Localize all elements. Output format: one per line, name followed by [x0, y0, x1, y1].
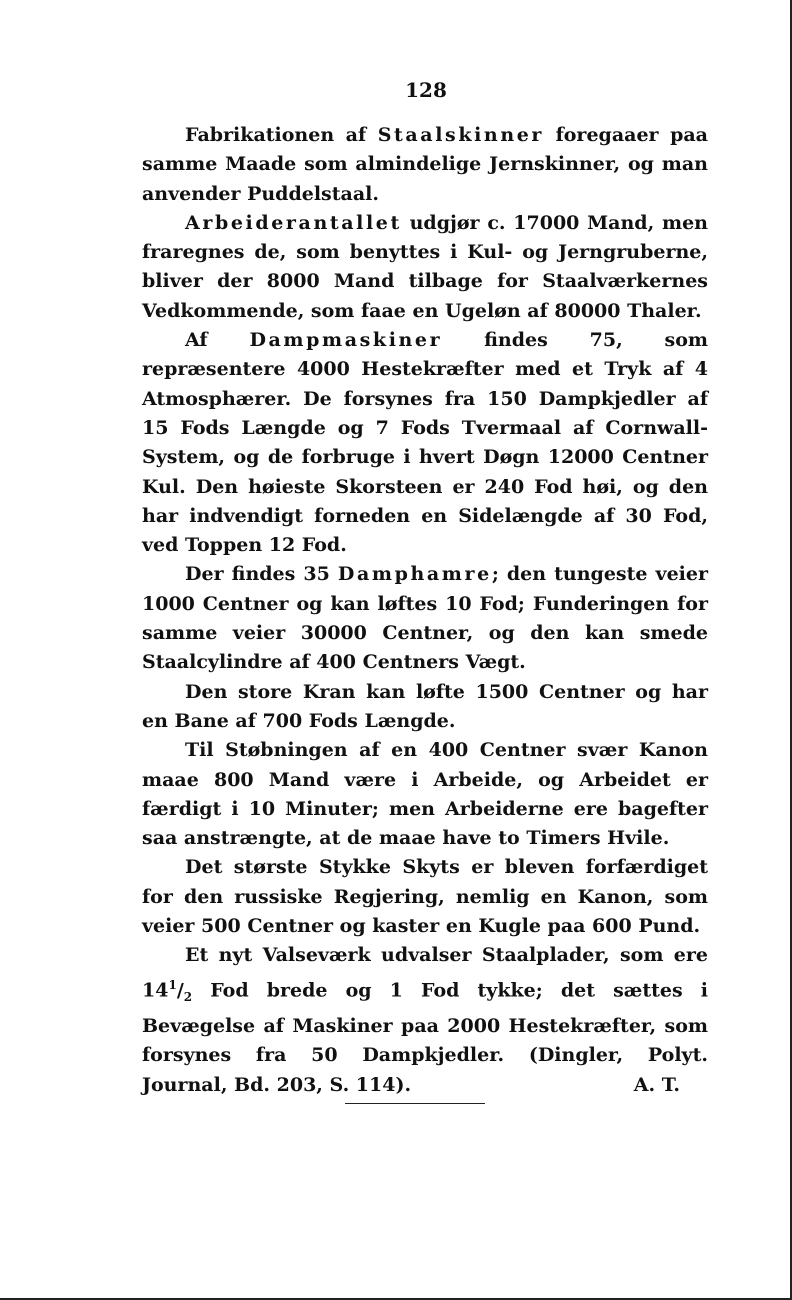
paragraph-steam-engines: [142, 326, 708, 560]
paragraph-text: Fabrikationen af: [185, 124, 378, 146]
emphasized-term: Dampmaskiner: [249, 329, 443, 352]
paragraph-text: Det største Stykke Skyts er bleven forfærdiget for den russiske Regjering, nemlig en Kanon, som veier 500 Centner og kaster en Kugle paa 600 Pund.: [142, 856, 708, 938]
paragraph-text: findes 75, som repræsentere 4000 Hestekræfter med et Tryk af 4 Atmosphærer. De forsynes fra 150 Dampkjedler af 15 Fods Længde og 7 Fods Tvermaal af Cornwall-System, og de forbruge i hvert Døgn 12000 Centner Kul. Den høieste Skorsteen er 240 Fod høi, og den har indvendigt forneden en Sidelængde af 30 Fod, ved Toppen 12 Fod.: [142, 329, 708, 557]
paragraph-text: Til Støbningen af en 400 Centner svær Kanon maae 800 Mand være i Arbeide, og Arbeidet er færdigt i 10 Minuter; men Arbeiderne ere bagefter saa anstrængte, at de maae have to Timers Hvile.: [142, 739, 708, 850]
paragraph-text: Der findes 35: [185, 563, 338, 586]
paragraph-text: Fod brede og 1 Fod tykke; det sættes i Bevægelse af Maskiner paa 2000 Hestekræfter, som forsynes fra 50 Dampkjedler. (Dingler, Polyt. Journal, Bd. 203, S. 114).: [142, 978, 708, 1096]
paragraph-steam-hammers: [142, 560, 708, 677]
author-signature: A. T.: [633, 1073, 680, 1096]
paragraph-text: Den store Kran kan løfte 1500 Centner og har en Bane af 700 Fods Længde.: [142, 680, 708, 732]
fraction-denominator: 2: [183, 989, 193, 1004]
emphasized-term: Staalskinner: [377, 124, 545, 146]
paragraph-crane: [142, 678, 708, 737]
paragraph-steel-rails: [142, 121, 708, 209]
paragraph-text: udgjør c. 17000 Mand, men fraregnes de, som benyttes i Kul- og Jerngruberne, bliver der 8000 Mand tilbage for Staalværkernes Vedkommende, som faae en Ugeløn af 80000 Thaler.: [142, 211, 708, 322]
section-divider: [345, 1103, 485, 1104]
emphasized-term: Damphamre: [337, 563, 492, 586]
paragraph-rolling-mill: Et nyt Valseværk udvalser Staalplader, som ere $14^1/_2$ Fod brede og 1 Fod tykke; det sættes i Bevægelse af Maskiner paa 2000 Hestekræfter, som forsynes fra 50 Dampkjedler. (Dingler, Polyt. Journal, Bd. 203, S. 114). A. T.: [142, 941, 708, 1100]
paragraph-text: Et nyt Valseværk udvalser Staalplader, som ere 14: [142, 944, 708, 1001]
paragraph-text: Af: [185, 329, 250, 352]
page-number: 128: [405, 78, 447, 102]
paragraph-casting: [142, 736, 708, 853]
paragraph-text: ; den tungeste veier 1000 Centner og kan løftes 10 Fod; Funderingen for samme veier 30000 Centner, og den kan smede Staalcylindre af 400 Centners Vægt.: [142, 563, 708, 674]
article-body: [142, 121, 708, 1100]
paragraph-text: foregaaer paa samme Maade som almindelige Jernskinner, og man anvender Puddelstaal.: [142, 124, 708, 205]
fraction-numerator: 1: [168, 977, 177, 992]
emphasized-term: Arbeiderantallet: [185, 211, 402, 234]
paragraph-workforce: [142, 209, 708, 326]
paragraph-largest-gun: [142, 853, 708, 941]
